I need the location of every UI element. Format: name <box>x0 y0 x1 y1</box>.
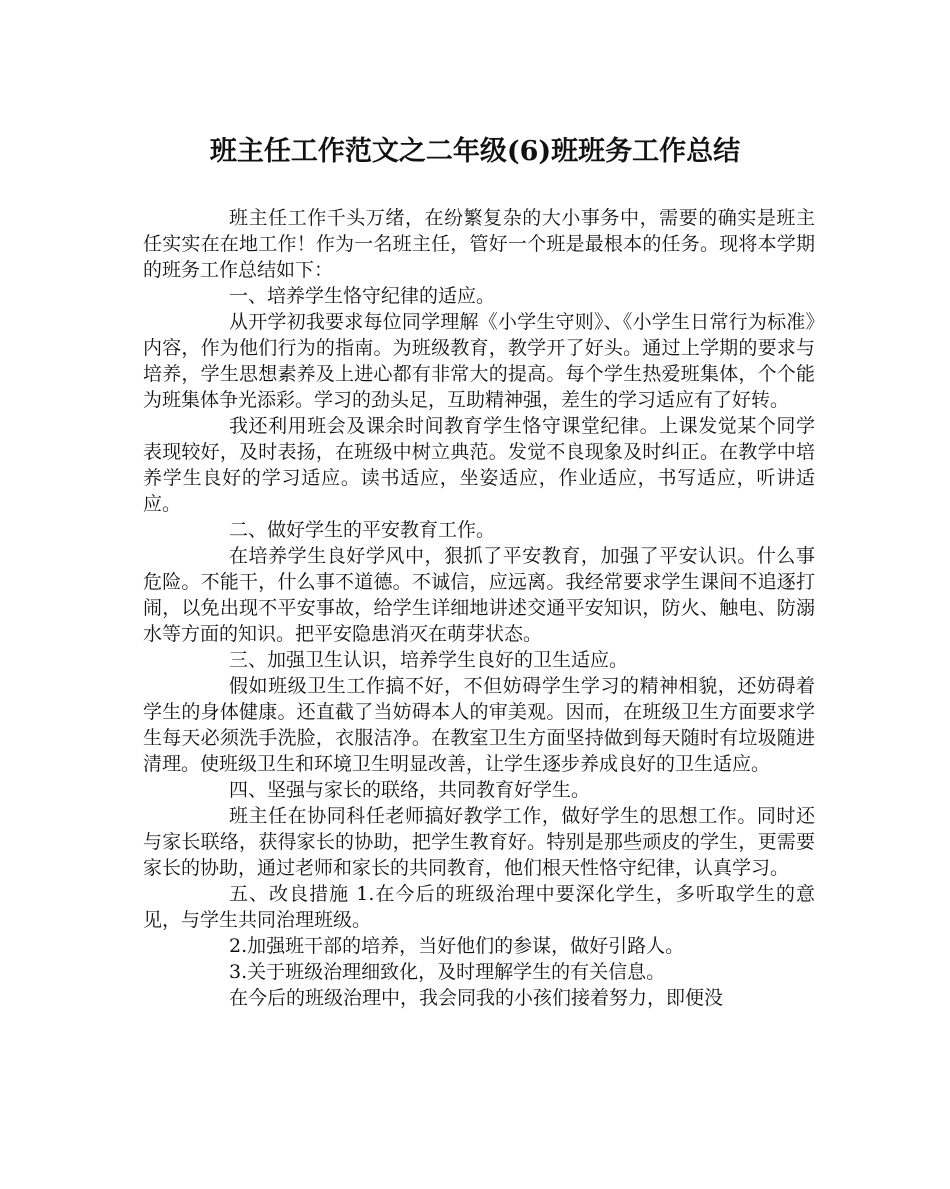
paragraph-discipline-2: 我还利用班会及课余时间教育学生恪守课堂纪律。上课发觉某个同学表现较好，及时表扬，在班级中树立典范。发觉不良现象及时纠正。在教学中培养学生良好的学习适应。读书适应，坐姿适应，作业适应，书写适应，听讲适应。 <box>143 415 815 515</box>
section-improvement-3: 3.关于班级治理细致化，及时理解学生的有关信息。 <box>229 961 666 983</box>
section-improvement-2: 2.加强班干部的培养，当好他们的参谋，做好引路人。 <box>229 935 685 957</box>
paragraph-hygiene: 假如班级卫生工作搞不好，不但妨碍学生学习的精神相貌，还妨碍着学生的身体健康。还直截了当妨碍本人的审美观。因而，在班级卫生方面要求学生每天必须洗手洗脸，衣服洁净。在教室卫生方面坚持做到每天随时有垃圾随进清理。使班级卫生和环境卫生明显改善，让学生逐步养成良好的卫生适应。 <box>143 675 815 775</box>
paragraph-closing: 在今后的班级治理中，我会同我的小孩们接着努力，即便没 <box>229 987 724 1009</box>
section-heading-hygiene: 三、加强卫生认识，培养学生良好的卫生适应。 <box>229 649 629 671</box>
section-heading-safety: 二、做好学生的平安教育工作。 <box>229 519 496 541</box>
paragraph-intro: 班主任工作千头万绪，在纷繁复杂的大小事务中，需要的确实是班主任实实在在地工作！作为一名班主任，管好一个班是最根本的任务。现将本学期的班务工作总结如下： <box>143 207 815 281</box>
paragraph-safety: 在培养学生良好学风中，狠抓了平安教育，加强了平安认识。什么事危险。不能干，什么事不道德。不诚信，应远离。我经常要求学生课间不追逐打闹，以免出现不平安事故，给学生详细地讲述交通平安知识，防火、触电、防溺水等方面的知识。把平安隐患消灭在萌芽状态。 <box>143 545 815 645</box>
document-body <box>143 205 815 1011</box>
section-heading-parents: 四、坚强与家长的联络，共同教育好学生。 <box>229 779 591 801</box>
paragraph-parents: 班主任在协同科任老师搞好教学工作，做好学生的思想工作。同时还与家长联络，获得家长的协助，把学生教育好。特别是那些顽皮的学生，更需要家长的协助，通过老师和家长的共同教育，他们根天性恪守纪律，认真学习。 <box>143 805 815 879</box>
section-improvement-1: 五、改良措施 1.在今后的班级治理中要深化学生，多听取学生的意见，与学生共同治理班级。 <box>143 883 815 931</box>
paragraph-discipline-1: 从开学初我要求每位同学理解《小学生守则》、《小学生日常行为标准》内容，作为他们行为的指南。为班级教育，教学开了好头。通过上学期的要求与培养，学生思想素养及上进心都有非常大的提高。每个学生热爱班集体，个个能为班集体争光添彩。学习的劲头足，互助精神强，差生的学习适应有了好转。 <box>143 311 815 411</box>
section-heading-discipline: 一、培养学生恪守纪律的适应。 <box>229 285 496 307</box>
document-title: 班主任工作范文之二年级(6)班班务工作总结 <box>209 136 741 167</box>
